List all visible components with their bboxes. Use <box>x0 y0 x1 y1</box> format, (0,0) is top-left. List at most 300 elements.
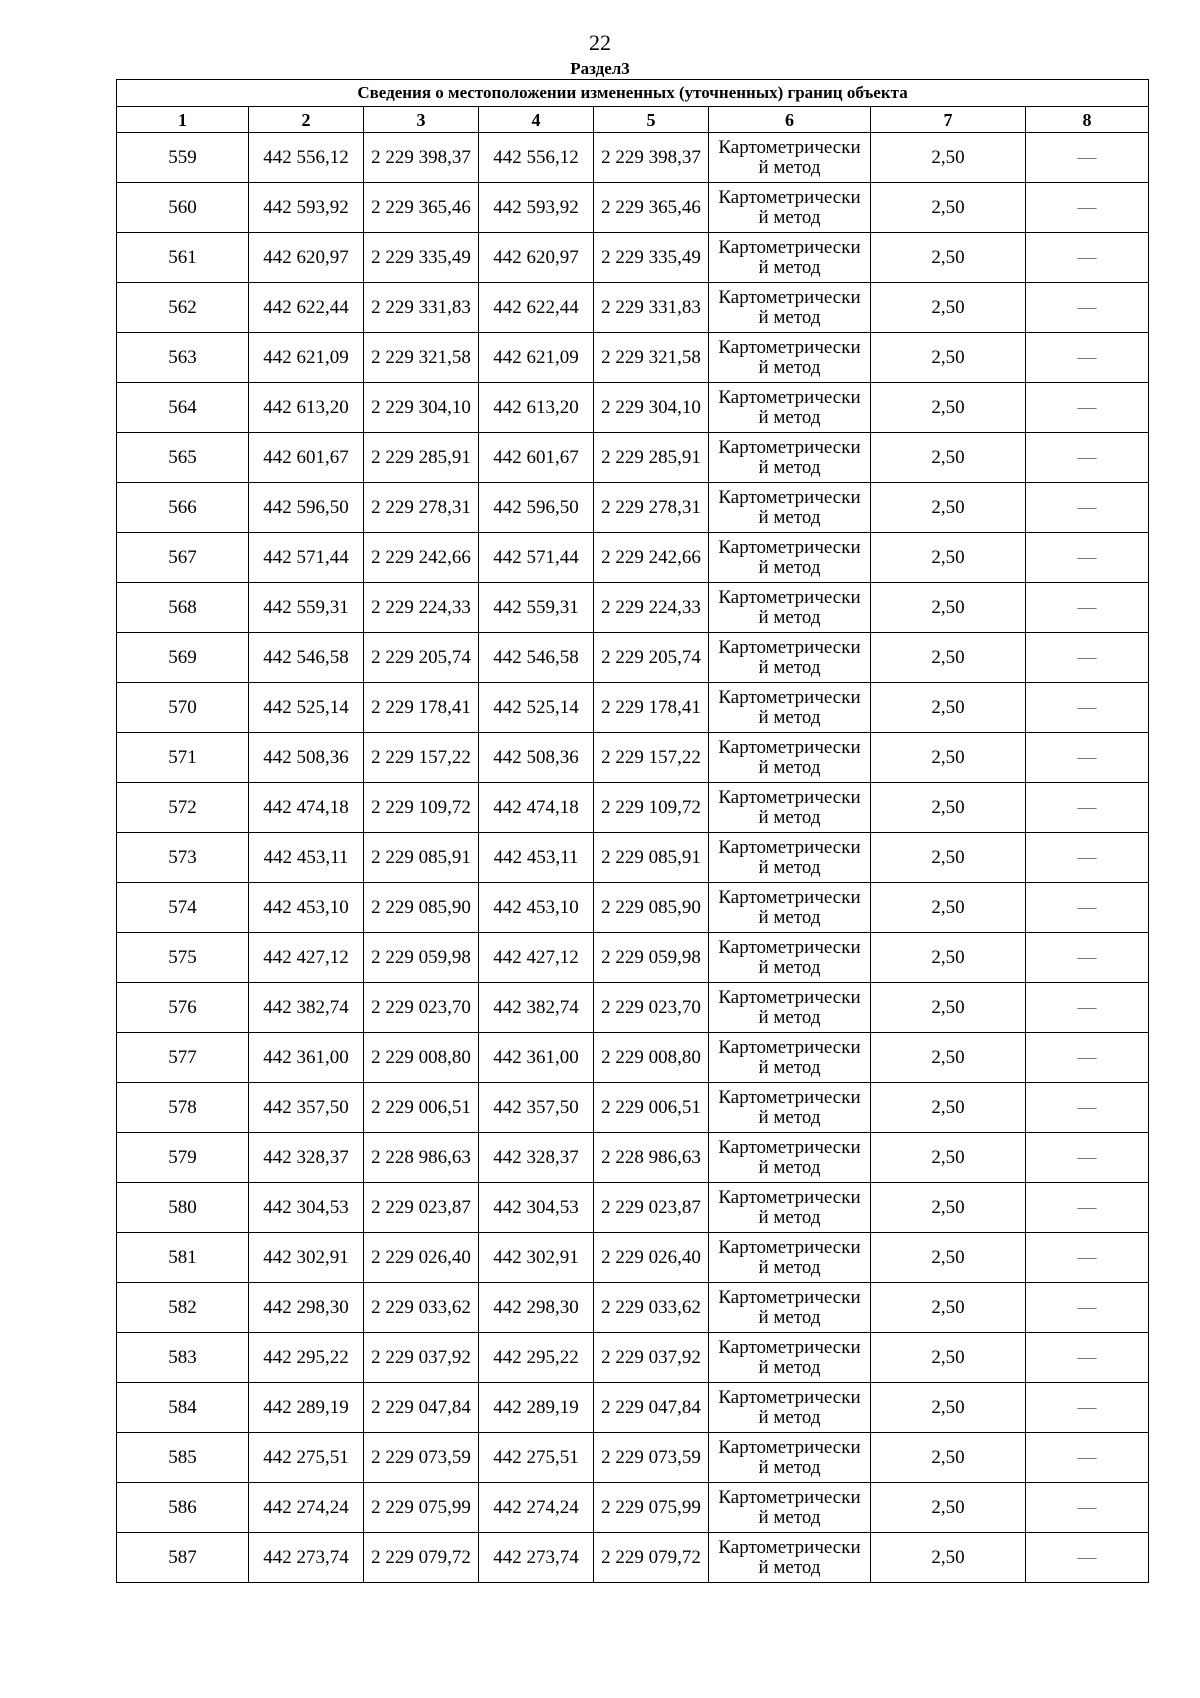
new-x-coordinate-cell: 442 525,14 <box>479 683 594 733</box>
method-line: й метод <box>758 1556 821 1578</box>
point-number-cell: 587 <box>117 1533 249 1583</box>
method-line: й метод <box>758 656 821 678</box>
accuracy-cell: 2,50 <box>871 433 1026 483</box>
new-y-coordinate-cell: 2 229 047,84 <box>594 1383 709 1433</box>
x-coordinate-cell: 442 382,74 <box>249 983 364 1033</box>
method-line: Картометрически <box>718 1186 861 1208</box>
table-row <box>117 1333 1149 1383</box>
accuracy-cell: 2,50 <box>871 733 1026 783</box>
point-number-cell: 581 <box>117 1233 249 1283</box>
method-line: й метод <box>758 1356 821 1378</box>
accuracy-cell: 2,50 <box>871 583 1026 633</box>
column-number: 2 <box>249 107 364 133</box>
method-cell <box>709 133 871 183</box>
table-row <box>117 533 1149 583</box>
method-line: й метод <box>758 506 821 528</box>
extra-cell: — <box>1026 1083 1149 1133</box>
method-cell <box>709 983 871 1033</box>
method-line: й метод <box>758 1306 821 1328</box>
table-row <box>117 783 1149 833</box>
method-line: й метод <box>758 1406 821 1428</box>
method-line: Картометрически <box>718 736 861 758</box>
column-number: 7 <box>871 107 1026 133</box>
new-x-coordinate-cell: 442 295,22 <box>479 1333 594 1383</box>
accuracy-cell: 2,50 <box>871 383 1026 433</box>
extra-cell: — <box>1026 433 1149 483</box>
new-x-coordinate-cell: 442 571,44 <box>479 533 594 583</box>
new-y-coordinate-cell: 2 229 023,87 <box>594 1183 709 1233</box>
method-line: й метод <box>758 206 821 228</box>
new-y-coordinate-cell: 2 229 008,80 <box>594 1033 709 1083</box>
accuracy-cell: 2,50 <box>871 1083 1026 1133</box>
x-coordinate-cell: 442 275,51 <box>249 1433 364 1483</box>
extra-cell: — <box>1026 933 1149 983</box>
method-line: Картометрически <box>718 1086 861 1108</box>
method-line: Картометрически <box>718 1386 861 1408</box>
new-x-coordinate-cell: 442 304,53 <box>479 1183 594 1233</box>
method-line: й метод <box>758 1156 821 1178</box>
x-coordinate-cell: 442 596,50 <box>249 483 364 533</box>
new-y-coordinate-cell: 2 229 285,91 <box>594 433 709 483</box>
point-number-cell: 574 <box>117 883 249 933</box>
new-y-coordinate-cell: 2 229 073,59 <box>594 1433 709 1483</box>
method-line: Картометрически <box>718 1536 861 1558</box>
new-x-coordinate-cell: 442 427,12 <box>479 933 594 983</box>
extra-cell: — <box>1026 1333 1149 1383</box>
method-cell <box>709 1283 871 1333</box>
new-y-coordinate-cell: 2 229 205,74 <box>594 633 709 683</box>
method-cell <box>709 1183 871 1233</box>
method-line: Картометрически <box>718 936 861 958</box>
extra-cell: — <box>1026 1033 1149 1083</box>
extra-cell: — <box>1026 383 1149 433</box>
new-x-coordinate-cell: 442 559,31 <box>479 583 594 633</box>
method-line: Картометрически <box>718 786 861 808</box>
method-line: Картометрически <box>718 1436 861 1458</box>
method-line: й метод <box>758 1506 821 1528</box>
new-y-coordinate-cell: 2 229 059,98 <box>594 933 709 983</box>
accuracy-cell: 2,50 <box>871 833 1026 883</box>
point-number-cell: 575 <box>117 933 249 983</box>
y-coordinate-cell: 2 229 006,51 <box>364 1083 479 1133</box>
y-coordinate-cell: 2 229 023,70 <box>364 983 479 1033</box>
method-cell <box>709 1433 871 1483</box>
method-line: й метод <box>758 856 821 878</box>
x-coordinate-cell: 442 556,12 <box>249 133 364 183</box>
method-line: й метод <box>758 1056 821 1078</box>
table-row <box>117 1183 1149 1233</box>
x-coordinate-cell: 442 453,10 <box>249 883 364 933</box>
extra-cell: — <box>1026 1283 1149 1333</box>
new-y-coordinate-cell: 2 229 037,92 <box>594 1333 709 1383</box>
column-number: 8 <box>1026 107 1149 133</box>
method-line: й метод <box>758 756 821 778</box>
page-number: 22 <box>589 30 611 55</box>
accuracy-cell: 2,50 <box>871 1133 1026 1183</box>
extra-cell: — <box>1026 183 1149 233</box>
extra-cell: — <box>1026 1533 1149 1583</box>
y-coordinate-cell: 2 229 059,98 <box>364 933 479 983</box>
point-number-cell: 567 <box>117 533 249 583</box>
point-number-cell: 571 <box>117 733 249 783</box>
x-coordinate-cell: 442 621,09 <box>249 333 364 383</box>
x-coordinate-cell: 442 304,53 <box>249 1183 364 1233</box>
method-line: Картометрически <box>718 886 861 908</box>
y-coordinate-cell: 2 229 037,92 <box>364 1333 479 1383</box>
new-x-coordinate-cell: 442 453,11 <box>479 833 594 883</box>
method-cell <box>709 533 871 583</box>
new-x-coordinate-cell: 442 361,00 <box>479 1033 594 1083</box>
column-number: 5 <box>594 107 709 133</box>
extra-cell: — <box>1026 283 1149 333</box>
point-number-cell: 559 <box>117 133 249 183</box>
table-body <box>117 133 1149 1583</box>
x-coordinate-cell: 442 508,36 <box>249 733 364 783</box>
extra-cell: — <box>1026 783 1149 833</box>
new-x-coordinate-cell: 442 508,36 <box>479 733 594 783</box>
new-x-coordinate-cell: 442 274,24 <box>479 1483 594 1533</box>
new-y-coordinate-cell: 2 229 079,72 <box>594 1533 709 1583</box>
table-row <box>117 933 1149 983</box>
table-row <box>117 1383 1149 1433</box>
method-line: й метод <box>758 806 821 828</box>
extra-cell: — <box>1026 1433 1149 1483</box>
extra-cell: — <box>1026 133 1149 183</box>
y-coordinate-cell: 2 228 986,63 <box>364 1133 479 1183</box>
y-coordinate-cell: 2 229 205,74 <box>364 633 479 683</box>
point-number-cell: 561 <box>117 233 249 283</box>
method-line: й метод <box>758 306 821 328</box>
accuracy-cell: 2,50 <box>871 1183 1026 1233</box>
y-coordinate-cell: 2 229 073,59 <box>364 1433 479 1483</box>
y-coordinate-cell: 2 229 285,91 <box>364 433 479 483</box>
x-coordinate-cell: 442 525,14 <box>249 683 364 733</box>
new-x-coordinate-cell: 442 302,91 <box>479 1233 594 1283</box>
accuracy-cell: 2,50 <box>871 183 1026 233</box>
x-coordinate-cell: 442 593,92 <box>249 183 364 233</box>
table-row <box>117 133 1149 183</box>
extra-cell: — <box>1026 683 1149 733</box>
method-cell <box>709 1383 871 1433</box>
table-row <box>117 1033 1149 1083</box>
new-y-coordinate-cell: 2 229 398,37 <box>594 133 709 183</box>
y-coordinate-cell: 2 229 242,66 <box>364 533 479 583</box>
method-line: Картометрически <box>718 186 861 208</box>
method-cell <box>709 483 871 533</box>
table-row <box>117 483 1149 533</box>
x-coordinate-cell: 442 357,50 <box>249 1083 364 1133</box>
method-line: й метод <box>758 1006 821 1028</box>
extra-cell: — <box>1026 483 1149 533</box>
point-number-cell: 564 <box>117 383 249 433</box>
method-cell <box>709 633 871 683</box>
method-line: Картометрически <box>718 136 861 158</box>
new-x-coordinate-cell: 442 556,12 <box>479 133 594 183</box>
new-y-coordinate-cell: 2 229 026,40 <box>594 1233 709 1283</box>
accuracy-cell: 2,50 <box>871 1283 1026 1333</box>
new-y-coordinate-cell: 2 229 304,10 <box>594 383 709 433</box>
new-y-coordinate-cell: 2 229 085,91 <box>594 833 709 883</box>
new-x-coordinate-cell: 442 613,20 <box>479 383 594 433</box>
method-line: Картометрически <box>718 986 861 1008</box>
point-number-cell: 565 <box>117 433 249 483</box>
method-line: Картометрически <box>718 336 861 358</box>
accuracy-cell: 2,50 <box>871 983 1026 1033</box>
y-coordinate-cell: 2 229 023,87 <box>364 1183 479 1233</box>
y-coordinate-cell: 2 229 075,99 <box>364 1483 479 1533</box>
method-line: Картометрически <box>718 1136 861 1158</box>
point-number-cell: 577 <box>117 1033 249 1083</box>
accuracy-cell: 2,50 <box>871 683 1026 733</box>
accuracy-cell: 2,50 <box>871 483 1026 533</box>
new-x-coordinate-cell: 442 621,09 <box>479 333 594 383</box>
y-coordinate-cell: 2 229 365,46 <box>364 183 479 233</box>
method-line: Картометрически <box>718 686 861 708</box>
y-coordinate-cell: 2 229 331,83 <box>364 283 479 333</box>
new-y-coordinate-cell: 2 229 321,58 <box>594 333 709 383</box>
accuracy-cell: 2,50 <box>871 783 1026 833</box>
new-x-coordinate-cell: 442 593,92 <box>479 183 594 233</box>
column-number: 6 <box>709 107 871 133</box>
method-line: й метод <box>758 256 821 278</box>
extra-cell: — <box>1026 983 1149 1033</box>
new-y-coordinate-cell: 2 229 242,66 <box>594 533 709 583</box>
new-y-coordinate-cell: 2 229 331,83 <box>594 283 709 333</box>
table-row <box>117 633 1149 683</box>
method-line: Картометрически <box>718 586 861 608</box>
y-coordinate-cell: 2 229 008,80 <box>364 1033 479 1083</box>
x-coordinate-cell: 442 298,30 <box>249 1283 364 1333</box>
method-line: й метод <box>758 1106 821 1128</box>
y-coordinate-cell: 2 229 178,41 <box>364 683 479 733</box>
point-number-cell: 583 <box>117 1333 249 1383</box>
column-number-row <box>117 107 1149 133</box>
extra-cell: — <box>1026 333 1149 383</box>
table-row <box>117 1283 1149 1333</box>
x-coordinate-cell: 442 273,74 <box>249 1533 364 1583</box>
extra-cell: — <box>1026 633 1149 683</box>
y-coordinate-cell: 2 229 304,10 <box>364 383 479 433</box>
point-number-cell: 582 <box>117 1283 249 1333</box>
new-x-coordinate-cell: 442 453,10 <box>479 883 594 933</box>
x-coordinate-cell: 442 559,31 <box>249 583 364 633</box>
y-coordinate-cell: 2 229 079,72 <box>364 1533 479 1583</box>
table-row <box>117 383 1149 433</box>
table-row <box>117 1483 1149 1533</box>
x-coordinate-cell: 442 328,37 <box>249 1133 364 1183</box>
new-y-coordinate-cell: 2 229 178,41 <box>594 683 709 733</box>
extra-cell: — <box>1026 1233 1149 1283</box>
new-y-coordinate-cell: 2 229 224,33 <box>594 583 709 633</box>
new-x-coordinate-cell: 442 382,74 <box>479 983 594 1033</box>
method-line: й метод <box>758 1456 821 1478</box>
new-x-coordinate-cell: 442 328,37 <box>479 1133 594 1183</box>
accuracy-cell: 2,50 <box>871 233 1026 283</box>
table-row <box>117 333 1149 383</box>
method-line: й метод <box>758 406 821 428</box>
accuracy-cell: 2,50 <box>871 333 1026 383</box>
new-y-coordinate-cell: 2 229 109,72 <box>594 783 709 833</box>
point-number-cell: 584 <box>117 1383 249 1433</box>
table-row <box>117 883 1149 933</box>
table-row <box>117 683 1149 733</box>
y-coordinate-cell: 2 229 321,58 <box>364 333 479 383</box>
method-line: й метод <box>758 906 821 928</box>
new-x-coordinate-cell: 442 298,30 <box>479 1283 594 1333</box>
accuracy-cell: 2,50 <box>871 1333 1026 1383</box>
point-number-cell: 563 <box>117 333 249 383</box>
point-number-cell: 569 <box>117 633 249 683</box>
x-coordinate-cell: 442 622,44 <box>249 283 364 333</box>
new-x-coordinate-cell: 442 596,50 <box>479 483 594 533</box>
method-cell <box>709 1083 871 1133</box>
new-x-coordinate-cell: 442 474,18 <box>479 783 594 833</box>
new-y-coordinate-cell: 2 229 006,51 <box>594 1083 709 1133</box>
table-row <box>117 1233 1149 1283</box>
method-cell <box>709 733 871 783</box>
method-line: й метод <box>758 706 821 728</box>
table-row <box>117 183 1149 233</box>
new-y-coordinate-cell: 2 229 365,46 <box>594 183 709 233</box>
x-coordinate-cell: 442 302,91 <box>249 1233 364 1283</box>
column-number: 1 <box>117 107 249 133</box>
point-number-cell: 578 <box>117 1083 249 1133</box>
extra-cell: — <box>1026 1483 1149 1533</box>
extra-cell: — <box>1026 233 1149 283</box>
method-cell <box>709 333 871 383</box>
y-coordinate-cell: 2 229 398,37 <box>364 133 479 183</box>
method-line: й метод <box>758 956 821 978</box>
accuracy-cell: 2,50 <box>871 633 1026 683</box>
coordinates-table <box>116 79 1149 1583</box>
y-coordinate-cell: 2 229 335,49 <box>364 233 479 283</box>
method-line: Картометрически <box>718 1336 861 1358</box>
new-y-coordinate-cell: 2 229 075,99 <box>594 1483 709 1533</box>
extra-cell: — <box>1026 583 1149 633</box>
x-coordinate-cell: 442 295,22 <box>249 1333 364 1383</box>
x-coordinate-cell: 442 613,20 <box>249 383 364 433</box>
table-row <box>117 1533 1149 1583</box>
table-row <box>117 583 1149 633</box>
x-coordinate-cell: 442 601,67 <box>249 433 364 483</box>
new-y-coordinate-cell: 2 229 335,49 <box>594 233 709 283</box>
method-cell <box>709 583 871 633</box>
point-number-cell: 576 <box>117 983 249 1033</box>
table-row <box>117 1083 1149 1133</box>
accuracy-cell: 2,50 <box>871 933 1026 983</box>
accuracy-cell: 2,50 <box>871 1533 1026 1583</box>
accuracy-cell: 2,50 <box>871 1233 1026 1283</box>
method-line: Картометрически <box>718 836 861 858</box>
method-line: Картометрически <box>718 386 861 408</box>
method-line: Картометрически <box>718 536 861 558</box>
table-caption: Сведения о местоположении измененных (уточненных) границ объекта <box>117 80 1149 107</box>
x-coordinate-cell: 442 427,12 <box>249 933 364 983</box>
new-x-coordinate-cell: 442 620,97 <box>479 233 594 283</box>
method-line: й метод <box>758 606 821 628</box>
y-coordinate-cell: 2 229 047,84 <box>364 1383 479 1433</box>
y-coordinate-cell: 2 229 085,90 <box>364 883 479 933</box>
y-coordinate-cell: 2 229 278,31 <box>364 483 479 533</box>
point-number-cell: 573 <box>117 833 249 883</box>
method-cell <box>709 283 871 333</box>
y-coordinate-cell: 2 229 157,22 <box>364 733 479 783</box>
y-coordinate-cell: 2 229 224,33 <box>364 583 479 633</box>
table-row <box>117 433 1149 483</box>
new-x-coordinate-cell: 442 357,50 <box>479 1083 594 1133</box>
table-row <box>117 1133 1149 1183</box>
new-y-coordinate-cell: 2 229 033,62 <box>594 1283 709 1333</box>
point-number-cell: 579 <box>117 1133 249 1183</box>
new-x-coordinate-cell: 442 622,44 <box>479 283 594 333</box>
x-coordinate-cell: 442 274,24 <box>249 1483 364 1533</box>
point-number-cell: 560 <box>117 183 249 233</box>
section-title: Раздел3 <box>570 59 630 78</box>
table-row <box>117 283 1149 333</box>
method-line: й метод <box>758 356 821 378</box>
extra-cell: — <box>1026 1133 1149 1183</box>
extra-cell: — <box>1026 1383 1149 1433</box>
method-cell <box>709 1133 871 1183</box>
x-coordinate-cell: 442 361,00 <box>249 1033 364 1083</box>
new-x-coordinate-cell: 442 601,67 <box>479 433 594 483</box>
x-coordinate-cell: 442 546,58 <box>249 633 364 683</box>
accuracy-cell: 2,50 <box>871 1483 1026 1533</box>
method-cell <box>709 833 871 883</box>
method-cell <box>709 1033 871 1083</box>
point-number-cell: 580 <box>117 1183 249 1233</box>
new-y-coordinate-cell: 2 229 085,90 <box>594 883 709 933</box>
method-line: Картометрически <box>718 286 861 308</box>
point-number-cell: 568 <box>117 583 249 633</box>
extra-cell: — <box>1026 883 1149 933</box>
method-cell <box>709 1483 871 1533</box>
new-x-coordinate-cell: 442 275,51 <box>479 1433 594 1483</box>
method-line: Картометрически <box>718 1036 861 1058</box>
new-y-coordinate-cell: 2 229 157,22 <box>594 733 709 783</box>
extra-cell: — <box>1026 833 1149 883</box>
method-cell <box>709 1233 871 1283</box>
method-line: й метод <box>758 1206 821 1228</box>
method-cell <box>709 1333 871 1383</box>
method-cell <box>709 183 871 233</box>
table-row <box>117 233 1149 283</box>
method-line: Картометрически <box>718 1486 861 1508</box>
accuracy-cell: 2,50 <box>871 283 1026 333</box>
table-row <box>117 833 1149 883</box>
accuracy-cell: 2,50 <box>871 1033 1026 1083</box>
point-number-cell: 585 <box>117 1433 249 1483</box>
method-line: Картометрически <box>718 436 861 458</box>
x-coordinate-cell: 442 474,18 <box>249 783 364 833</box>
method-cell <box>709 383 871 433</box>
x-coordinate-cell: 442 620,97 <box>249 233 364 283</box>
extra-cell: — <box>1026 733 1149 783</box>
y-coordinate-cell: 2 229 026,40 <box>364 1233 479 1283</box>
point-number-cell: 566 <box>117 483 249 533</box>
new-x-coordinate-cell: 442 273,74 <box>479 1533 594 1583</box>
method-cell <box>709 433 871 483</box>
new-y-coordinate-cell: 2 229 278,31 <box>594 483 709 533</box>
method-cell <box>709 933 871 983</box>
method-cell <box>709 683 871 733</box>
accuracy-cell: 2,50 <box>871 1383 1026 1433</box>
extra-cell: — <box>1026 533 1149 583</box>
table-row <box>117 1433 1149 1483</box>
point-number-cell: 586 <box>117 1483 249 1533</box>
new-y-coordinate-cell: 2 228 986,63 <box>594 1133 709 1183</box>
x-coordinate-cell: 442 453,11 <box>249 833 364 883</box>
